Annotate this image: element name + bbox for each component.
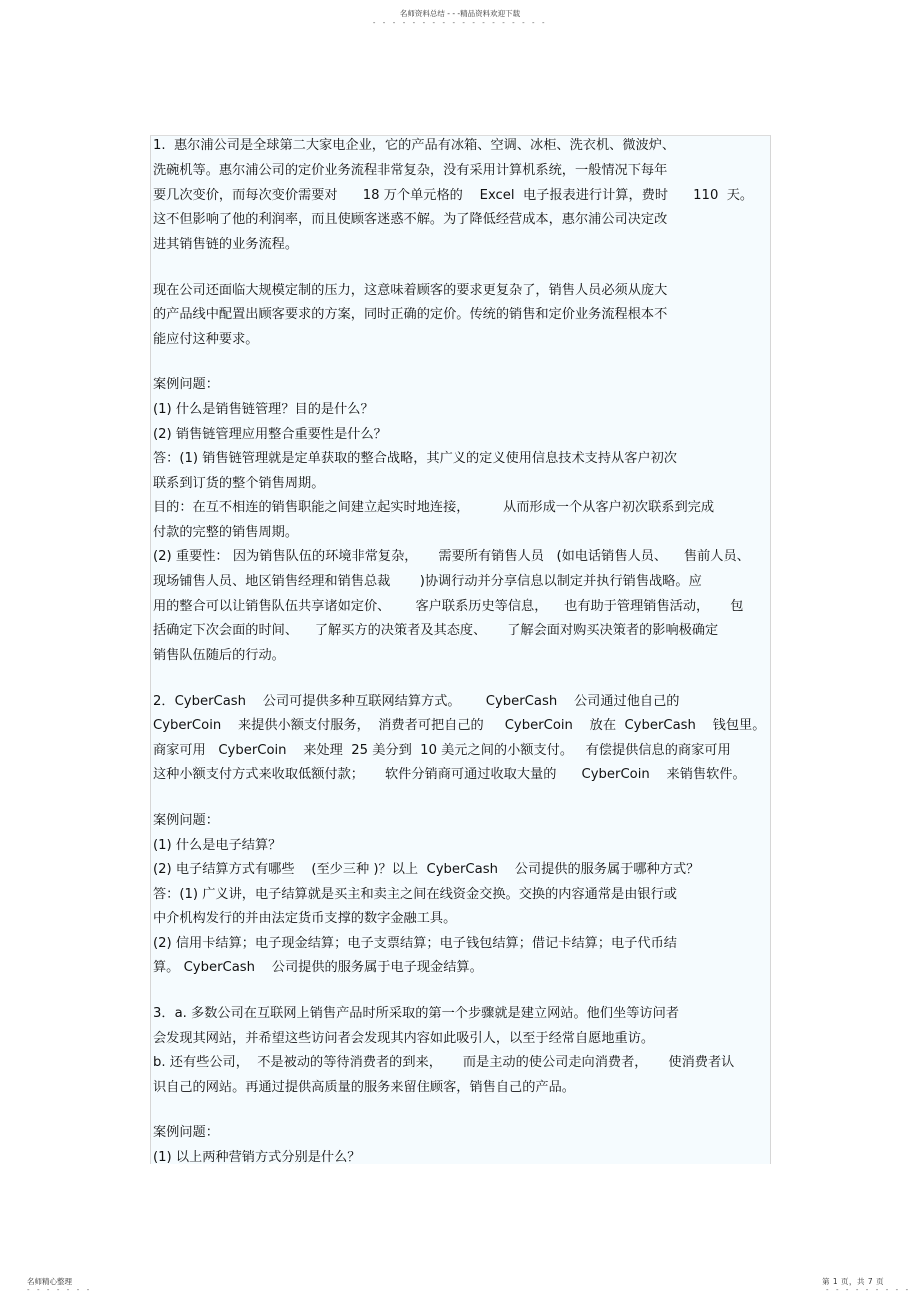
text-line: 这不但影响了他的利润率，而且使顾客迷惑不解。为了降低经营成本，惠尔浦公司决定改 <box>153 212 668 227</box>
text-line: 要几次变价，而每次变价需要对 18 万个单元格的 Excel 电子报表进行计算，费时 110 天。 <box>153 188 754 203</box>
page-header-dots: - - - - - - - - - - - - - - - - - - <box>372 19 548 27</box>
text-line: 案例问题： <box>153 377 219 392</box>
page-number: 第 1 页，共 7 页 <box>822 1277 885 1286</box>
text-line: (2) 信用卡结算；电子现金结算；电子支票结算；电子钱包结算；借记卡结算；电子代币结 <box>153 936 677 951</box>
footer-right-dots: - - - - - - - - - <box>826 1286 911 1294</box>
text-line: 3．a. 多数公司在互联网上销售产品时所采取的第一个步骤就是建立网站。他们坐等访问者 <box>153 1006 679 1021</box>
text-line: b. 还有些公司， 不是被动的等待消费者的到来， 而是主动的使公司走向消费者， 使消费者认 <box>153 1055 735 1070</box>
text-line: 算。 CyberCash 公司提供的服务属于电子现金结算。 <box>153 960 483 975</box>
text-line: 现场铺售人员、地区销售经理和销售总裁 )协调行动并分享信息以制定并执行销售战略。应 <box>153 574 702 589</box>
text-line: CyberCoin 来提供小额支付服务， 消费者可把自己的 CyberCoin 放在 CyberCash 钱包里。 <box>153 718 766 733</box>
text-line: (2) 销售链管理应用整合重要性是什么？ <box>153 427 387 442</box>
text-line: 的产品线中配置出顾客要求的方案，同时正确的定价。传统的销售和定价业务流程根本不 <box>153 307 668 322</box>
page-header-text: 名师资料总结 - - -精品资料欢迎下载 <box>399 9 521 18</box>
footer-left-text: 名师精心整理 <box>27 1277 72 1286</box>
text-line: 进其销售链的业务流程。 <box>153 237 299 252</box>
text-line: 识自己的网站。再通过提供高质量的服务来留住顾客，销售自己的产品。 <box>153 1080 575 1095</box>
text-line: 答：(1) 广义讲，电子结算就是买主和卖主之间在线资金交换。交换的内容通常是由银行或 <box>153 887 677 902</box>
footer-left-dots: - - - - - - - <box>27 1286 92 1294</box>
text-line: 括确定下次会面的时间、 了解买方的决策者及其态度、 了解会面对购买决策者的影响极确定 <box>153 623 719 638</box>
text-line: 销售队伍随后的行动。 <box>153 648 285 663</box>
text-line: 用的整合可以让销售队伍共享诸如定价、 客户联系历史等信息， 也有助于管理销售活动， 包 <box>153 599 744 614</box>
text-line: (1) 以上两种营销方式分别是什么？ <box>153 1150 361 1165</box>
text-line: (1) 什么是电子结算？ <box>153 838 282 853</box>
text-line: 中介机构发行的并由法定货币支撑的数字金融工具。 <box>153 911 457 926</box>
text-line: 现在公司还面临大规模定制的压力，这意味着顾客的要求更复杂了，销售人员必须从庞大 <box>153 283 668 298</box>
text-line: 案例问题： <box>153 813 219 828</box>
text-line: 付款的完整的销售周期。 <box>153 525 299 540</box>
text-line: 能应付这种要求。 <box>153 332 259 347</box>
text-line: 会发现其网站，并希望这些访问者会发现其内容如此吸引人，以至于经常自愿地重访。 <box>153 1031 655 1046</box>
text-line: (2) 重要性： 因为销售队伍的环境非常复杂， 需要所有销售人员 (如电话销售人员、 售前人员、 <box>153 549 750 564</box>
text-line: 答：(1) 销售链管理就是定单获取的整合战略，其广义的定义使用信息技术支持从客户初次 <box>153 451 677 466</box>
text-line: 1. 惠尔浦公司是全球第二大家电企业，它的产品有冰箱、空调、冰柜、洗衣机、微波炉、 <box>153 138 676 153</box>
text-line: 这种小额支付方式来收取低额付款； 软件分销商可通过收取大量的 CyberCoin 来销售软件。 <box>153 767 746 782</box>
text-line: 目的：在互不相连的销售职能之间建立起实时地连接， 从而形成一个从客户初次联系到完成 <box>153 500 715 515</box>
text-line: 洗碗机等。惠尔浦公司的定价业务流程非常复杂，没有采用计算机系统，一般情况下每年 <box>153 163 668 178</box>
text-line: 2．CyberCash 公司可提供多种互联网结算方式。 CyberCash 公司通过他自己的 <box>153 694 680 709</box>
text-line: 商家可用 CyberCoin 来处理 25 美分到 10 美元之间的小额支付。 有偿提供信息的商家可用 <box>153 743 731 758</box>
text-line: (2) 电子结算方式有哪些 (至少三种 )？以上 CyberCash 公司提供的服务属于哪种方式？ <box>153 862 700 877</box>
text-line: 案例问题： <box>153 1125 219 1140</box>
text-line: 联系到订货的整个销售周期。 <box>153 476 325 491</box>
text-line: (1) 什么是销售链管理？目的是什么？ <box>153 402 374 417</box>
